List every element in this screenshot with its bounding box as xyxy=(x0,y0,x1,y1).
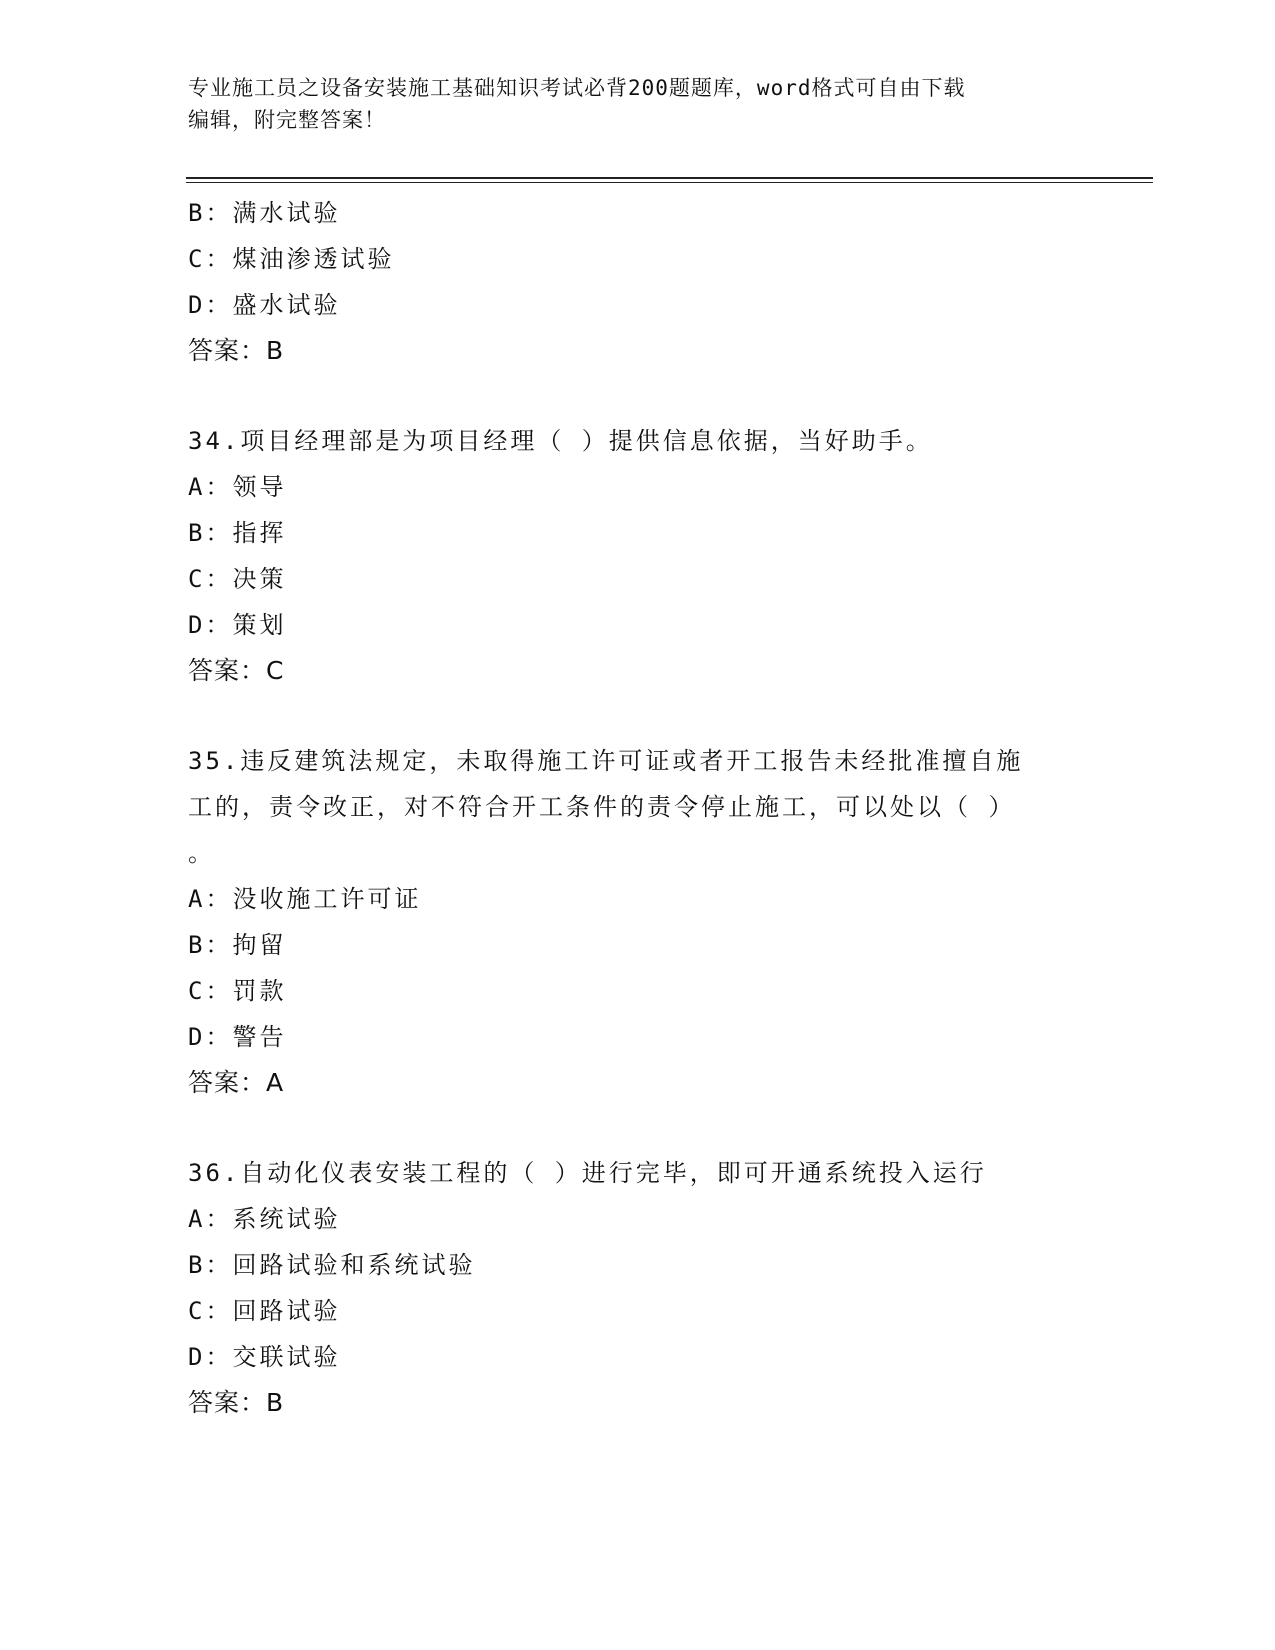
option-d: D：交联试验 xyxy=(188,1343,341,1371)
option-b: B：回路试验和系统试验 xyxy=(188,1251,476,1279)
question-text: 34.项目经理部是为项目经理（ ）提供信息依据，当好助手。 xyxy=(188,427,933,455)
answer: 答案：A xyxy=(188,1068,285,1097)
option-d: D：策划 xyxy=(188,611,287,639)
answer: 答案：B xyxy=(188,336,285,365)
option-c: C：罚款 xyxy=(188,977,287,1005)
option-a: A：领导 xyxy=(188,473,287,501)
option-c: C：回路试验 xyxy=(188,1297,341,1325)
previous-question-tail xyxy=(188,190,1088,374)
header-line-2: 编辑，附完整答案！ xyxy=(188,108,386,132)
question-list xyxy=(188,190,1088,1426)
answer: 答案：C xyxy=(188,656,285,685)
header-divider-thick xyxy=(186,177,1153,179)
header-line-1: 专业施工员之设备安装施工基础知识考试必背200题题库，word格式可自由下载 xyxy=(188,76,966,100)
answer: 答案：B xyxy=(188,1388,285,1417)
option-d: D：盛水试验 xyxy=(188,291,341,319)
question-text: 36.自动化仪表安装工程的（ ）进行完毕，即可开通系统投入运行 xyxy=(188,1159,987,1187)
option-c: C：煤油渗透试验 xyxy=(188,245,395,273)
option-b: B：满水试验 xyxy=(188,199,341,227)
question-text-line-3: 。 xyxy=(188,839,215,867)
header-divider-thin xyxy=(186,182,1153,183)
option-a: A：没收施工许可证 xyxy=(188,885,422,913)
option-c: C：决策 xyxy=(188,565,287,593)
question-34 xyxy=(188,418,1088,694)
option-b: B：拘留 xyxy=(188,931,287,959)
option-d: D：警告 xyxy=(188,1023,287,1051)
question-36 xyxy=(188,1150,1088,1426)
question-text-line-1: 35.违反建筑法规定，未取得施工许可证或者开工报告未经批准擅自施 xyxy=(188,747,1024,775)
document-header xyxy=(188,72,1088,136)
option-a: A：系统试验 xyxy=(188,1205,341,1233)
option-b: B：指挥 xyxy=(188,519,287,547)
question-text-line-2: 工的，责令改正，对不符合开工条件的责令停止施工，可以处以（ ） xyxy=(188,793,1016,821)
question-35 xyxy=(188,738,1088,1106)
